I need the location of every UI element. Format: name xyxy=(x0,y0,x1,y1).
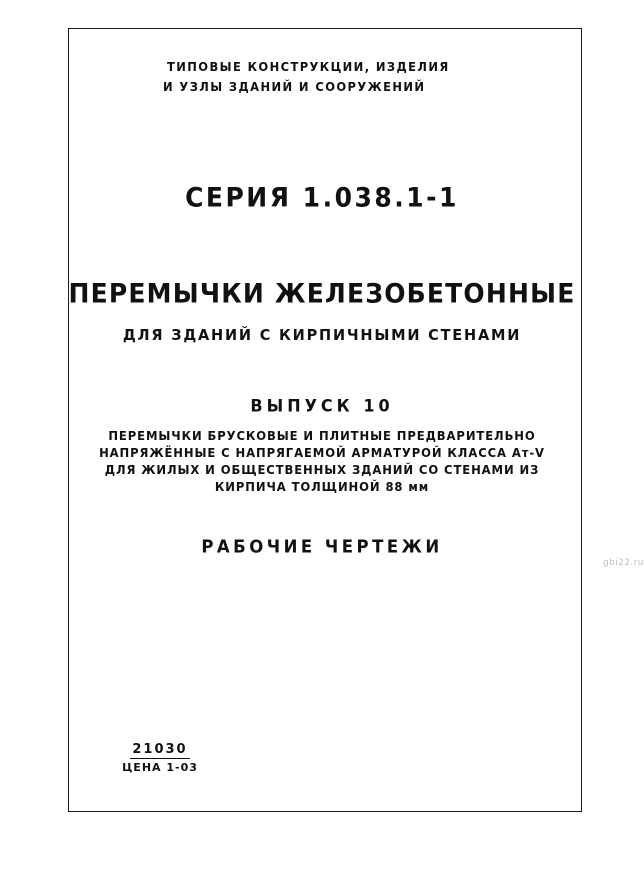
working-drawings-label: РАБОЧИЕ ЧЕРТЕЖИ xyxy=(201,536,443,557)
description-line-3: ДЛЯ ЖИЛЫХ И ОБЩЕСТВЕННЫХ ЗДАНИЙ СО СТЕНАМИ ИЗ xyxy=(104,462,540,478)
page-title: ПЕРЕМЫЧКИ ЖЕЛЕЗОБЕТОННЫЕ xyxy=(68,278,576,309)
description-line-1: ПЕРЕМЫЧКИ БРУСКОВЫЕ И ПЛИТНЫЕ ПРЕДВАРИТЕЛЬНО xyxy=(108,428,536,444)
description-line-4: КИРПИЧА ТОЛЩИНОЙ 88 мм xyxy=(214,479,430,495)
document-code-number: 21030 xyxy=(132,742,188,757)
page-subtitle: ДЛЯ ЗДАНИЙ С КИРПИЧНЫМИ СТЕНАМИ xyxy=(122,327,522,345)
header-line-2: И УЗЛЫ ЗДАНИЙ И СООРУЖЕНИЙ xyxy=(163,79,426,95)
header-line-1: ТИПОВЫЕ КОНСТРУКЦИИ, ИЗДЕЛИЯ xyxy=(167,59,450,75)
description-line-2: НАПРЯЖЁННЫЕ С НАПРЯГАЕМОЙ АРМАТУРОЙ КЛАССА Ат-V xyxy=(99,445,545,461)
document-price: ЦЕНА 1-03 xyxy=(122,761,198,774)
document-code-block xyxy=(100,738,220,774)
watermark-text: gbi22.ru xyxy=(603,558,644,568)
scanned-page-sheet xyxy=(62,22,588,830)
issue-number: ВЫПУСК 10 xyxy=(250,395,394,416)
series-number: СЕРИЯ 1.038.1-1 xyxy=(185,182,459,213)
